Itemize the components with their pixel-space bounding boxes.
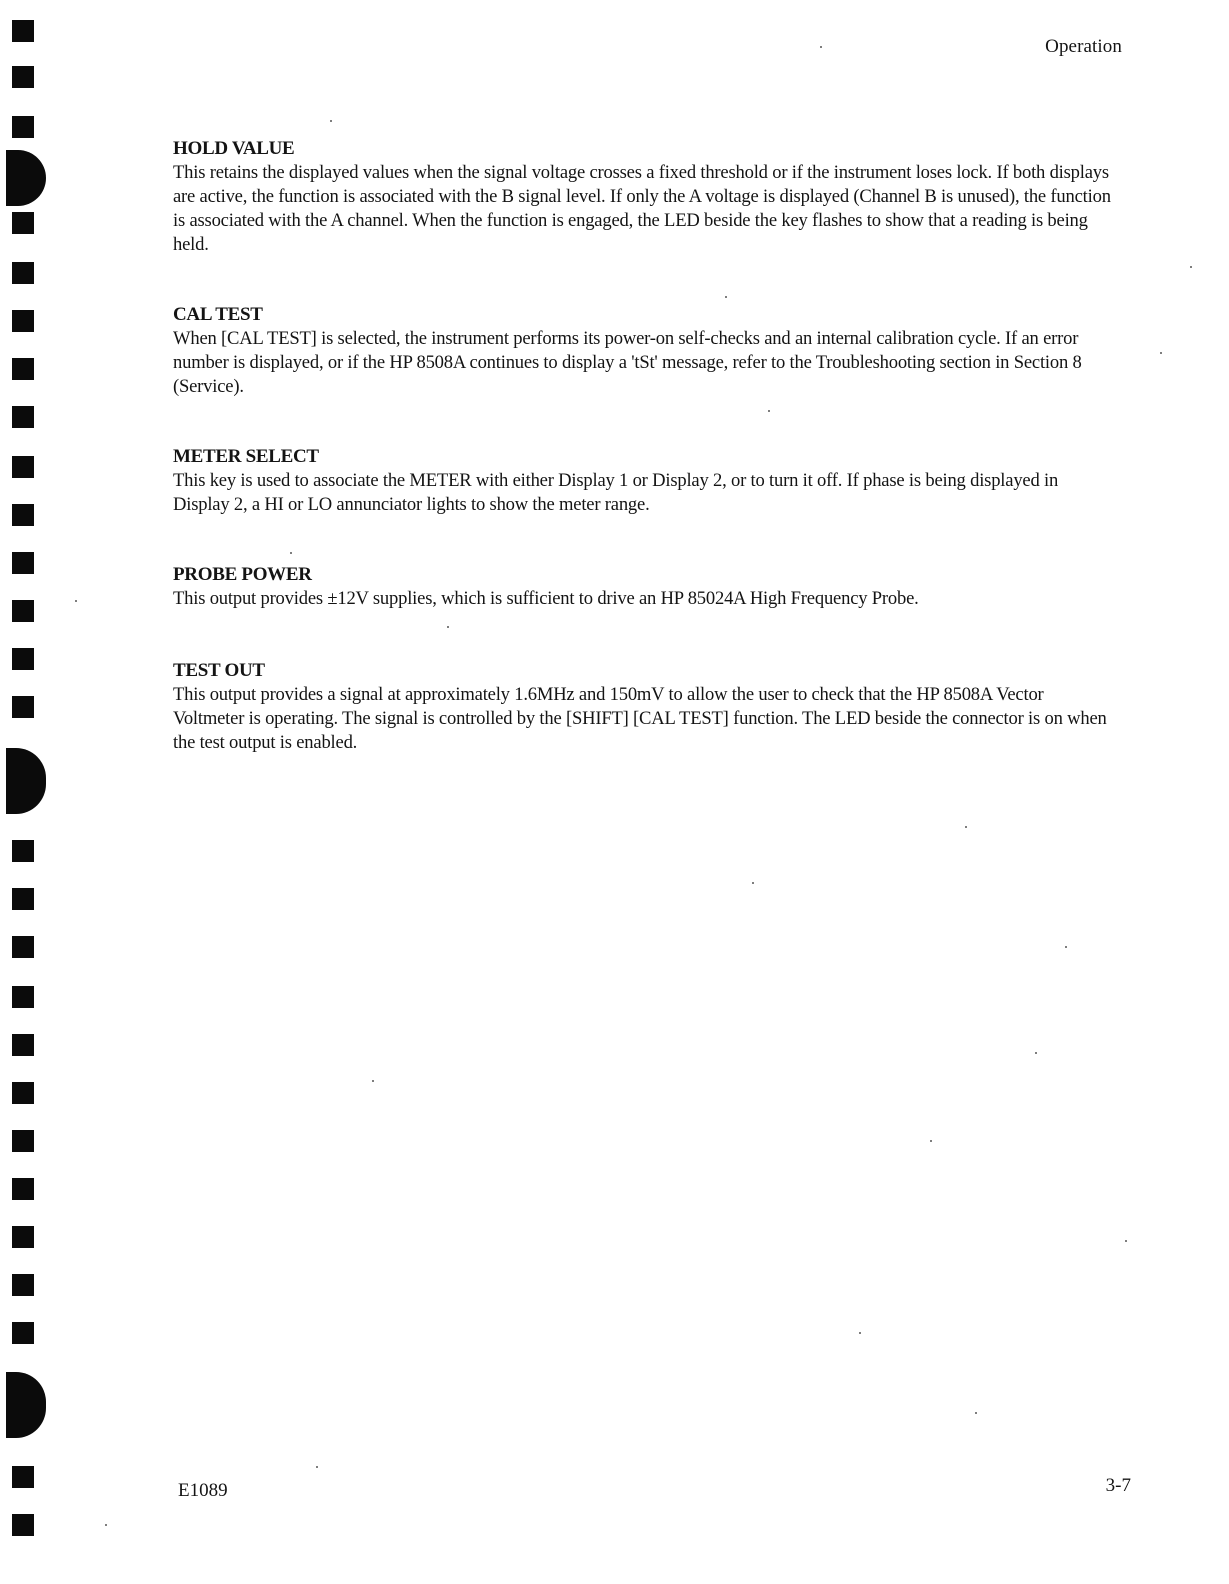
binder-hole-mark <box>12 1226 34 1248</box>
section-body: When [CAL TEST] is selected, the instrument performs its power-on self-checks and an internal calibration cycle. If an error number is displayed, or if the HP 8508A continues to display a 'tSt' message, refer to the Troubleshooting section in Section 8 (Service). <box>173 328 1082 397</box>
binder-hole-mark <box>12 1274 34 1296</box>
scan-speck <box>1160 352 1162 354</box>
scan-speck <box>105 1524 107 1526</box>
scan-speck <box>725 296 727 298</box>
section-cal-test <box>173 304 1118 399</box>
binder-hole-mark <box>12 552 34 574</box>
section-heading: METER SELECT <box>173 446 319 467</box>
section-body: This output provides ±12V supplies, which is sufficient to drive an HP 85024A High Frequency Probe. <box>173 588 919 609</box>
binder-hole-mark <box>12 262 34 284</box>
section-body: This retains the displayed values when the signal voltage crosses a fixed threshold or if the instrument loses lock. If both displays are active, the function is associated with the B signal level. If only the A voltage is displayed (Channel B is unused), the function is associated with the A channel. When the function is engaged, the LED beside the key flashes to show that a reading is being held. <box>173 162 1111 255</box>
scan-speck <box>975 1412 977 1414</box>
scan-speck <box>768 410 770 412</box>
document-number: E1089 <box>178 1480 228 1501</box>
scan-speck <box>965 826 967 828</box>
scan-speck <box>290 552 292 554</box>
scan-speck <box>1065 946 1067 948</box>
scan-speck <box>752 882 754 884</box>
scan-speck <box>859 1332 861 1334</box>
binder-edge <box>10 0 36 1584</box>
section-heading: PROBE POWER <box>173 564 312 585</box>
section-heading: CAL TEST <box>173 304 263 325</box>
section-body: This output provides a signal at approximately 1.6MHz and 150mV to allow the user to check that the HP 8508A Vector Voltmeter is operating. The signal is controlled by the [SHIFT] [CAL TEST] function. The LED beside the connector is on when the test output is enabled. <box>173 684 1107 753</box>
scan-speck <box>1190 266 1192 268</box>
binder-hole-mark <box>12 504 34 526</box>
scan-speck <box>820 46 822 48</box>
binder-ring-hole <box>6 150 46 206</box>
page-number: 3-7 <box>1105 1475 1131 1496</box>
binder-hole-mark <box>12 212 34 234</box>
binder-hole-mark <box>12 20 34 42</box>
section-heading: TEST OUT <box>173 660 265 681</box>
binder-ring-hole <box>6 1372 46 1438</box>
binder-hole-mark <box>12 1466 34 1488</box>
binder-hole-mark <box>12 936 34 958</box>
scan-speck <box>372 1080 374 1082</box>
binder-hole-mark <box>12 648 34 670</box>
section-probe-power <box>173 564 1118 611</box>
scan-speck <box>330 120 332 122</box>
binder-hole-mark <box>12 358 34 380</box>
binder-hole-mark <box>12 888 34 910</box>
scan-speck <box>1125 1240 1127 1242</box>
binder-hole-mark <box>12 310 34 332</box>
running-head: Operation <box>1045 36 1122 57</box>
section-body: This key is used to associate the METER with either Display 1 or Display 2, or to turn it off. If phase is being displayed in Display 2, a HI or LO annunciator lights to show the meter range. <box>173 470 1059 515</box>
scan-speck <box>1035 1052 1037 1054</box>
scan-speck <box>447 626 449 628</box>
scan-speck <box>316 1466 318 1468</box>
binder-hole-mark <box>12 1082 34 1104</box>
scan-speck <box>930 1140 932 1142</box>
binder-hole-mark <box>12 66 34 88</box>
section-heading: HOLD VALUE <box>173 138 295 159</box>
binder-hole-mark <box>12 600 34 622</box>
section-test-out <box>173 660 1118 755</box>
binder-hole-mark <box>12 1034 34 1056</box>
binder-hole-mark <box>12 1514 34 1536</box>
binder-hole-mark <box>12 1130 34 1152</box>
binder-hole-mark <box>12 986 34 1008</box>
binder-hole-mark <box>12 1322 34 1344</box>
binder-hole-mark <box>12 840 34 862</box>
section-hold-value <box>173 138 1118 257</box>
binder-hole-mark <box>12 456 34 478</box>
binder-hole-mark <box>12 1178 34 1200</box>
binder-hole-mark <box>12 116 34 138</box>
binder-ring-hole <box>6 748 46 814</box>
scan-speck <box>75 600 77 602</box>
binder-hole-mark <box>12 406 34 428</box>
section-meter-select <box>173 446 1118 517</box>
binder-hole-mark <box>12 696 34 718</box>
